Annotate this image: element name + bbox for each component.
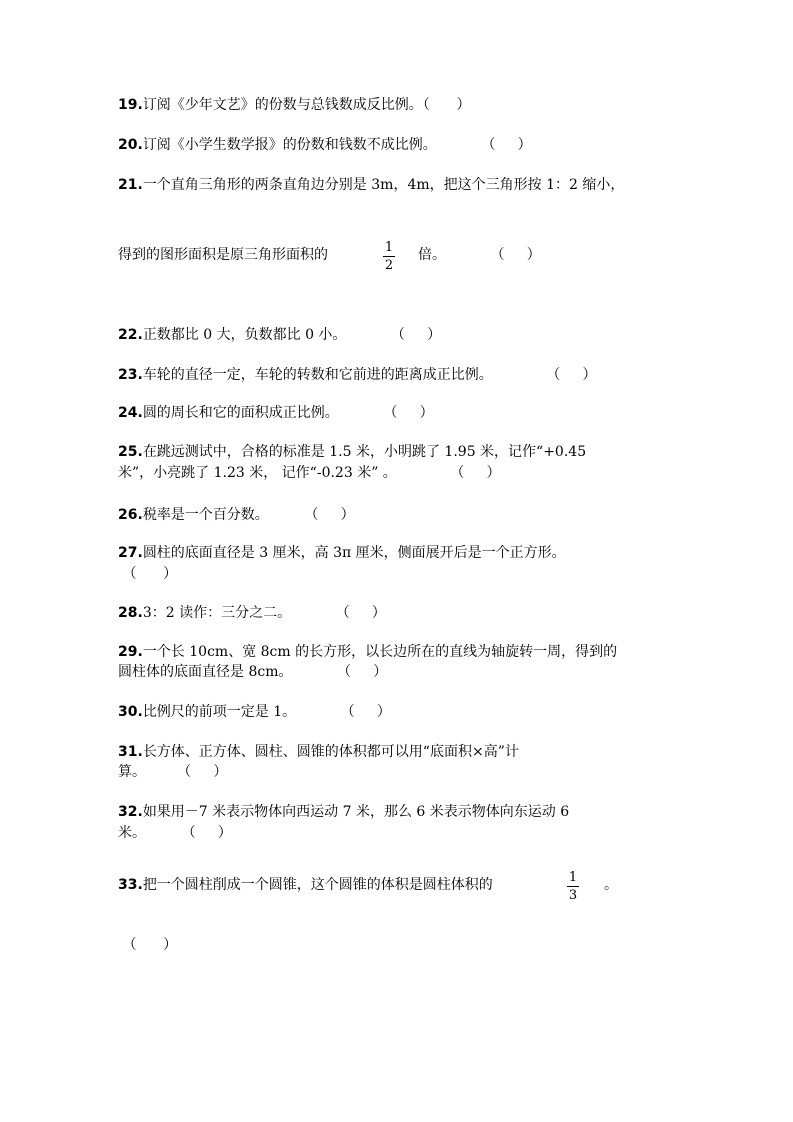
question-number: 33. <box>118 877 143 893</box>
question-number: 21. <box>118 177 143 193</box>
question-text: 正数都比 0 大，负数都比 0 小。 （ ） <box>142 327 442 343</box>
question-number: 28. <box>118 605 143 621</box>
question-number: 31. <box>118 744 143 760</box>
question-25-continuation <box>118 464 500 482</box>
question-27 <box>118 544 566 562</box>
question-text: 比例尺的前项一定是 1。 （ ） <box>142 704 391 720</box>
question-text: 圆柱体的底面直径是 8cm。 （ ） <box>118 664 388 680</box>
question-25 <box>118 443 586 461</box>
question-text: 算。 （ ） <box>118 764 228 780</box>
question-text: 圆的周长和它的面积成正比例。 （ ） <box>142 405 434 421</box>
question-text: 圆柱的底面直径是 3 厘米，高 3π 厘米，侧面展开后是一个正方形。 <box>142 545 566 561</box>
question-21 <box>118 176 624 194</box>
question-32-continuation <box>118 824 232 842</box>
question-23 <box>118 366 596 384</box>
question-number: 19. <box>118 97 143 113</box>
question-20 <box>118 136 532 154</box>
question-text: 得到的图形面积是原三角形面积的 <box>118 247 328 263</box>
fraction-bar <box>567 886 579 887</box>
question-31 <box>118 743 519 761</box>
question-text: （ ） <box>118 937 178 953</box>
question-31-continuation <box>118 763 227 781</box>
question-33-continuation <box>118 936 177 954</box>
question-number: 32. <box>118 804 143 820</box>
question-28 <box>118 604 386 622</box>
question-text: 。 <box>604 877 618 893</box>
question-29-continuation <box>118 663 387 681</box>
question-number: 25. <box>118 444 143 460</box>
question-19 <box>118 96 471 114</box>
question-21-tail <box>418 246 541 264</box>
question-text: 订阅《小学生数学报》的份数和钱数不成比例。 （ ） <box>142 137 532 153</box>
fraction-denominator: 2 <box>384 258 394 273</box>
question-22 <box>118 326 441 344</box>
question-text: 车轮的直径一定，车轮的转数和它前进的距离成正比例。 （ ） <box>142 367 597 383</box>
question-text: 长方体、正方体、圆柱、圆锥的体积都可以用“底面积×高”计 <box>142 744 519 760</box>
fraction-bar <box>383 256 395 257</box>
question-number: 23. <box>118 367 143 383</box>
question-33 <box>118 876 493 894</box>
question-text: （ ） <box>118 566 178 582</box>
question-24 <box>118 404 434 422</box>
question-text: 在跳远测试中，合格的标准是 1.5 米，小明跳了 1.95 米，记作“+0.45 <box>142 444 587 460</box>
fraction-denominator: 3 <box>568 888 578 903</box>
fraction-numerator: 1 <box>384 240 394 255</box>
question-26 <box>118 506 355 524</box>
question-27-continuation <box>118 565 177 583</box>
question-text: 米”，小亮跳了 1.23 米， 记作“-0.23 米” 。 （ ） <box>118 465 501 481</box>
question-number: 24. <box>118 405 143 421</box>
question-21-continuation <box>118 246 328 264</box>
question-text: 一个直角三角形的两条直角边分别是 3m，4m，把这个三角形按 1：2 缩小， <box>142 177 625 193</box>
question-number: 30. <box>118 704 143 720</box>
fraction-one-third <box>567 870 579 903</box>
question-text: 倍。 （ ） <box>418 247 541 263</box>
question-number: 20. <box>118 137 143 153</box>
question-number: 27. <box>118 545 143 561</box>
question-33-tail <box>604 876 618 894</box>
question-text: 税率是一个百分数。 （ ） <box>142 507 355 523</box>
question-32 <box>118 803 569 821</box>
question-text: 米。 （ ） <box>118 825 232 841</box>
question-text: 3：2 读作：三分之二。 （ ） <box>142 605 386 621</box>
fraction-numerator: 1 <box>568 870 578 885</box>
question-30 <box>118 703 391 721</box>
question-text: 一个长 10cm、宽 8cm 的长方形，以长边所在的直线为轴旋转一周，得到的 <box>142 644 618 660</box>
question-number: 26. <box>118 507 143 523</box>
question-29 <box>118 643 617 661</box>
question-text: 如果用－7 米表示物体向西运动 7 米，那么 6 米表示物体向东运动 6 <box>142 804 570 820</box>
question-number: 29. <box>118 644 143 660</box>
question-number: 22. <box>118 327 143 343</box>
question-text: 把一个圆柱削成一个圆锥，这个圆锥的体积是圆柱体积的 <box>142 877 493 893</box>
question-text: 订阅《少年文艺》的份数与总钱数成反比例。（ ） <box>142 97 471 113</box>
fraction-one-half <box>383 240 395 273</box>
